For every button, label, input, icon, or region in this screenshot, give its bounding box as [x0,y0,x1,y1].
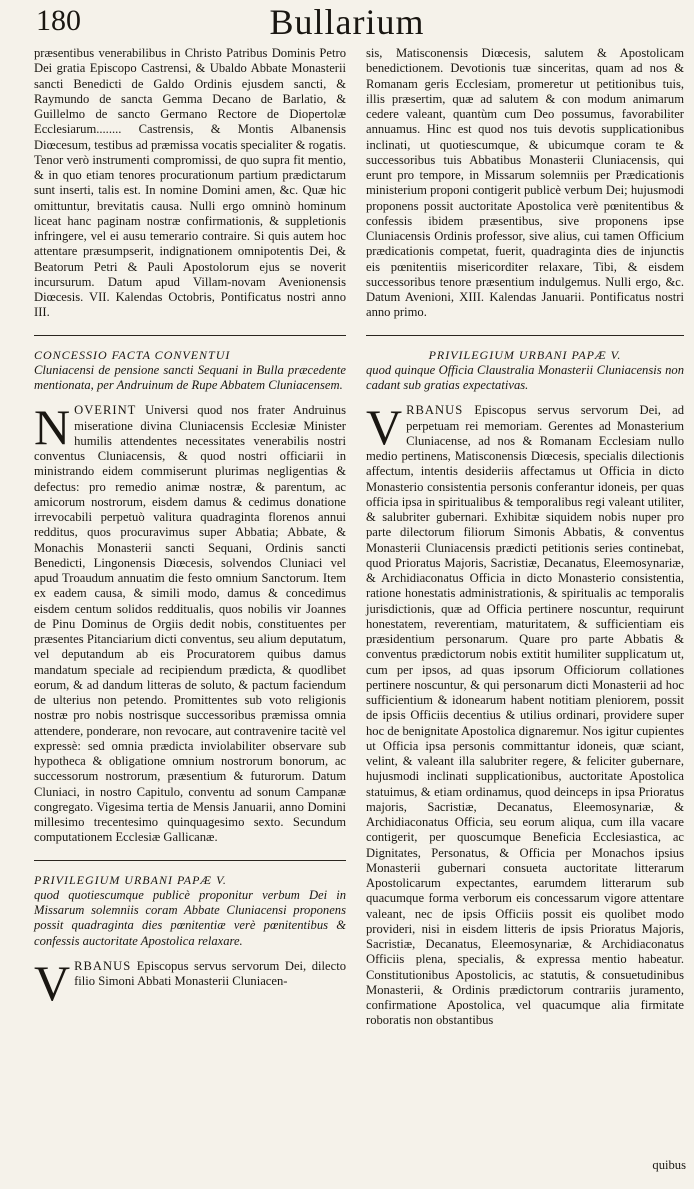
right-continuation-text: sis, Matisconensis Diœcesis, salutem & Apostolicam benedictionem. Devotionis tuæ sinceritas, quam ad nos & Romanam geris Ecclesiam, promeretur ut petitionibus tuis, illis præsertim, quæ ad salutem & con modum animarum cedere valeant, quantùm cum Deo possumus, favorabiliter annuamus. Hinc est quod nos tuis devotis supplicationibus inclinati, ut quotiescumque, & ubicumque coram te & successoribus tuis Abbatibus Monasterii Cluniacensis, qui erunt pro tempore, in Missarum solemniis per Prædicationis ministerium proponi contigerit publicè verbum Dei; hujusmodi proponens possit auctoritate Apostolica verè pœnitentibus & confessis ibidem præsentibus, sive proponens ipse Cluniacensis Ordinis professor, sive alius, cui tamen Officium prædicationis competat, fuerit, quadraginta dies de injunctis eis pœnitentiis misericorditer relaxare, Tibi, & eisdem successoribus tenore præsentium indulgemus. Nulli ergo, &c. Datum Avenioni, XIII. Kalendas Januarii. Pontificatus nostri anno primo. [366,46,684,320]
lead-word: RBANUS [406,403,464,418]
heading-title: CONCESSIO FACTA CONVENTUI [34,347,231,362]
body-paragraph [366,399,684,1028]
drop-cap: N [34,399,71,456]
heading-title: PRIVILEGIUM URBANI PAPÆ V. [34,872,227,887]
lead-word: RBANUS [74,958,132,973]
catchword: quibus [652,1158,686,1172]
left-column [34,46,346,1011]
section-heading [34,873,346,949]
heading-subtitle: quod quinque Officia Claustralia Monasterii Cluniacensis non cadant sub gratias expectativas. [366,362,684,392]
body-paragraph [34,399,346,845]
section-divider [34,335,346,336]
drop-cap: V [34,954,71,1011]
lead-word: OVERINT [74,403,137,418]
heading-title: PRIVILEGIUM URBANI PAPÆ V. [428,347,622,362]
section-divider [366,335,684,336]
running-title: Bullarium [269,2,425,42]
paragraph-text: Episcopus servus servorum Dei, dilecto filio Simoni Abbati Monasterii Cluniacen- [74,958,346,988]
paragraph-text: Universi quod nos frater Andruinus miseratione divina Cluniacensis Ecclesiæ Minister humilis attendentes necessitates venerabilis nostri conventus Cluniacensis, & quod nostri officiarii in ministrando eidem commiserunt plurimas negligentias & defectus: pro remedio animæ nostræ, & parentum, ac amicorum nostrorum, eisdem damus & cedimus donatione irrevocabili perpetuò valitura quadraginta florenos annui redditus, quos procuravimus super Abbatia; Abbate, & Monachis Monasterii sancti Sequani, Ordinis sancti Benedicti, Lingonensis Diœcesis, solvendos Cluniaci vel apud Troaudum annuatim die festo omnium Sanctorum. Item ex eadem causa, & simili modo, damus & concedimus eisdem centum solidos redditualis, quos nobilis vir Joannes de Pinu Dominus de Orgiis dedit nobis, constituentes per præsentes Pitanciarium dicti conventus, seu alium deputatum, vel deputandum ab eis Procuratorem quibus damus mandatum speciale ad recipiendum prædicta, & quodlibet eorum, & ad dandum litteras de soluto, & pactum faciendum de ulterius non petendo. Promittentes sub voto religionis nostræ pro nobis nostrisque successoribus præmissa omnia attendere, ponderare, non revocare, aut contravenire tacitè vel expressè: sed omnia prædicta inviolabiliter observare sub hypotheca & obligatione omnium nostrorum bonorum, ac successorum nostrorum, præsentium & futurorum. Datum Cluniaci, in nostro Capitulo, conventu ad sonum Campanæ congregato. Vigesima tertia de Mensis Januarii, anno Domini millesimo trecentesimo quinquagesimo sexto. Secundum computationem Ecclesiæ Gallicanæ. [34,403,346,845]
drop-cap: V [366,399,403,456]
section-divider [34,860,346,861]
paragraph-text: Episcopus servus servorum Dei, ad perpetuam rei memoriam. Gerentes ad Monasterium Cluniacense, ad nos & Romanam Ecclesiam nullo medio pertinens, Matisconensis Diœcesis, specialis dilectionis affectum, intentis desideriis affectamus ut Officia in dicto Monasterio consistentia personis conferantur idoneis, per quas officia ipsa in spiritualibus & temporalibus regi valeant utiliter, & salubriter gubernari. Exhibitæ siquidem nobis nuper pro parte dilectorum filiorum Simonis Abbatis, & conventus Monasterii Cluniacensis prædicti petitionis series continebat, quod Prioratus Majoris, Sacristiæ, Decanatus, Eleemosynariæ, & Archidiaconatus Officia in dicto Monasterio consistentia, ratione honestatis administrationis, & spiritualis ac temporalis jurisdictionis, quæ ad Officia pertinere noscuntur, requirunt honestatem, reverentiam, maturitatem, & sufficientiam eis præsidentium personarum. Quare pro parte Abbatis & conventus prædictorum nobis extitit humiliter supplicatum ut, cum per ipsos, ad quas ipsorum Officiorum collationes pertinere noscuntur, & qui personarum dicti Monasterii ad hoc sufficientium & idonearum habent notitiam pleniorem, possit de ipsis Officiis decentius & utilius ordinari, providere super hoc de benignitate Apostolica dignaremur. Nos igitur cupientes ut Officia ipsa personis committantur idoneis, quæ sciant, velint, & valeant illa salubriter regere, & feliciter gubernare, hujusmodi inclinati supplicationibus, auctoritate Apostolica statuimus, & etiam ordinamus, quod deinceps in ipsa Prioratus majoris, Sacristiæ, Decanatus, Eleemosynariæ, & Archidiaconatus Officia, seu eorum aliqua, cum illa vacare contigerit, per quoscumque Beneficia Ecclesiastica, ac Dignitates, Personatus, & Officia per Monachos ipsius Monasterii gubernari consueta auctoritate litterarum Apostolicarum expectantes, earumdem litterarum sub quacumque forma verborum eis concessarum vigore attentare valeant, nec de ipsis Officiis possit eis quolibet modo provideri, nisi in eisdem litteris de ipsis Prioratus Majoris, Sacristiæ, Decanatus, Eleemosynariæ, & Archidiaconatus Officiis plena, specialis, & expressa mentio habeatur. Constitutionibus Apostolicis, ac statutis, & consuetudinibus Monasterii, & Ordinis prædictorum contrariis juramento, confirmatione Apostolica, vel quacumque alia firmitate roboratis non obstantibus [366,403,684,1028]
left-continuation-text: præsentibus venerabilibus in Christo Patribus Dominis Petro Dei gratia Episcopo Castrensi, & Ubaldo Abbate Monasterii sancti Benedicti de Galdo Ordinis ejusdem sancti, & Raymundo de sancta Gemma Decano de Barlatio, & Guillelmo de sancto Germano Rectore de Diopertolæ Ecclesiarum........ Castrensis, & Montis Albanensis Diœcesum, testibus ad præmissa vocatis specialiter & rogatis. Tenor verò instrumenti compromissi, de quo supra fit mentio, & in quo etiam tenores procurationum partium prædictarum sunt inserti, talis est. In nomine Domini amen, &c. Quæ hic omittuntur, brevitatis causa. Nulli ergo omninò hominum liceat hanc paginam nostræ confirmationis, & suppletionis infringere, vel ei ausu temerario contraire. Si quis autem hoc attentare præsumpserit, indignationem omnipotentis Dei, & Beatorum Petri & Pauli Apostolorum ejus se noverit incursurum. Datum apud Villam-novam Avenionensis Diœcesis. VII. Kalendas Octobris, Pontificatus nostri anno III. [34,46,346,320]
section-heading [366,348,684,394]
heading-subtitle: quod quotiescumque publicè proponitur verbum Dei in Missarum solemniis coram Abbate Cluniacensi proponens possit quadraginta dies pœnitentiæ verè pœnitentibus & confessis auctoritate Apostolica relaxare. [34,887,346,948]
right-column [366,46,684,1029]
heading-subtitle: Cluniacensi de pensione sancti Sequani in Bulla præcedente mentionata, per Andruinum de Rupe Abbatem Cluniacensem. [34,362,346,392]
page-number: 180 [36,4,81,37]
section-heading [34,348,346,394]
body-paragraph [34,954,346,1011]
